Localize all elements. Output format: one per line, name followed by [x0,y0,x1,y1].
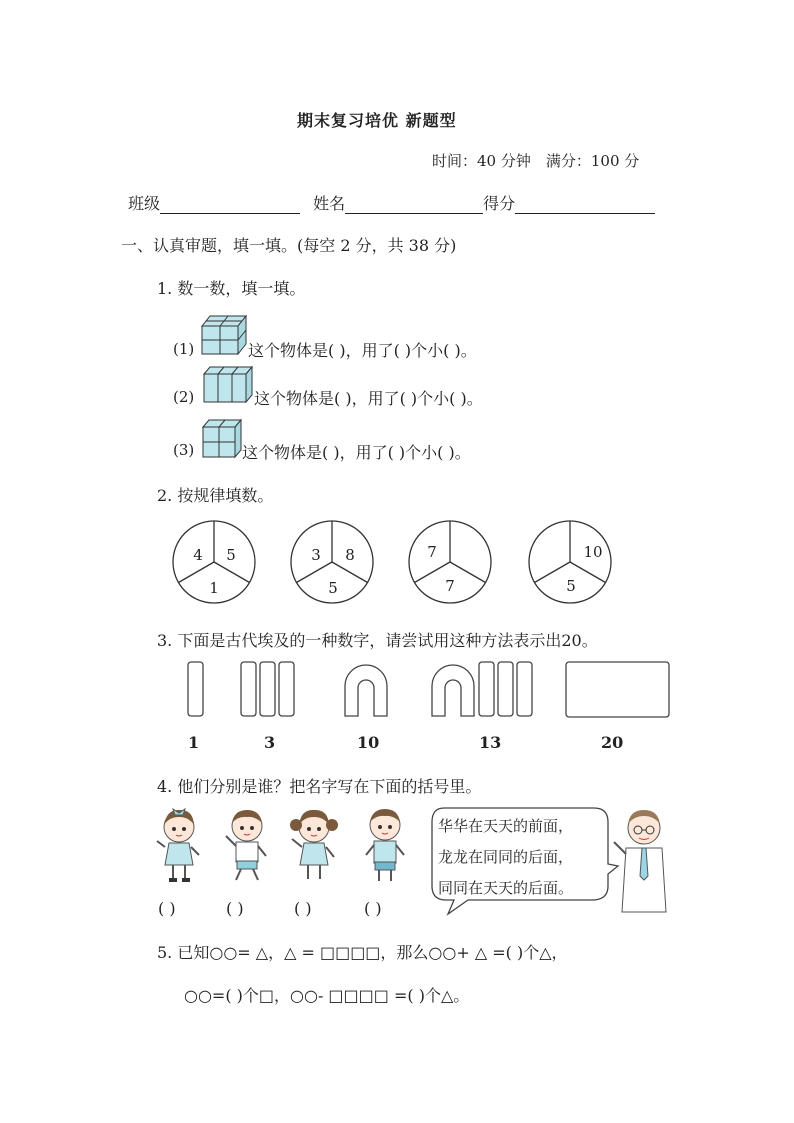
answer-bracket-4[interactable]: ( ) [364,899,382,918]
numeral-label-1: 1 [188,733,200,752]
girl-2-illustration [288,805,340,885]
score-label: 得分 [483,194,516,213]
circle-2-left: 3 [311,546,321,564]
student-info-row [128,191,655,214]
cube-figure-1 [200,312,248,356]
circle-1-bottom: 1 [209,579,219,597]
egyptian-numerals [180,658,674,722]
class-field[interactable] [160,197,300,214]
q1-row-1-text: 这个物体是( )，用了( )个小( )。 [248,341,477,360]
numeral-stroke [188,662,203,716]
girl-1-illustration [155,805,203,885]
q1-row-2-num: (2) [173,388,195,406]
teacher-illustration [612,806,672,914]
answer-bracket-3[interactable]: ( ) [294,899,312,918]
answer-bracket-1[interactable]: ( ) [158,899,176,918]
boy-1-illustration [222,806,272,884]
circle-2-right: 8 [345,546,355,564]
q1-row-3-text: 这个物体是( )，用了( )个小( )。 [242,443,471,462]
q1-label: 1. 数一数，填一填。 [157,279,306,298]
time-info: 时间：40 分钟 满分：100 分 [432,152,640,170]
circle-3-bottom: 7 [445,577,455,595]
q3-label: 3. 下面是古代埃及的一种数字，请尝试用这种方法表示出20。 [157,631,598,650]
q5-line-1: 5. 已知○○= △，△ = □□□□，那么○○+ △ =( )个△， [157,943,568,962]
circle-3-left: 7 [427,543,437,561]
q1-row-1-num: (1) [173,340,195,358]
circle-1-left: 4 [193,546,203,564]
numeral-label-10: 10 [357,733,380,752]
class-label: 班级 [128,194,161,213]
boy-2-illustration [360,805,410,885]
circle-pattern-row [170,518,670,608]
numeral-label-20: 20 [601,733,624,752]
name-label: 姓名 [313,194,346,213]
circle-2-bottom: 5 [328,579,338,597]
bubble-line-2: 龙龙在同同的后面， [438,848,574,866]
circle-4-right: 10 [583,543,603,561]
bubble-line-1: 华华在天天的前面， [438,817,574,835]
numeral-label-3: 3 [264,733,276,752]
score-field[interactable] [515,197,655,214]
q4-label: 4. 他们分别是谁？把名字写在下面的括号里。 [157,777,482,796]
cube-figure-3 [201,417,243,459]
q1-row-3-num: (3) [173,441,195,459]
cube-figure-2 [202,364,254,404]
q5-line-2: ○○=( )个□，○○- □□□□ =( )个△。 [184,986,470,1005]
numeral-label-13: 13 [479,733,502,752]
q1-row-2-text: 这个物体是( )，用了( )个小( )。 [254,389,483,408]
circle-4-bottom: 5 [566,577,576,595]
bubble-line-3: 同同在天天的后面。 [438,879,574,897]
answer-bracket-2[interactable]: ( ) [226,899,244,918]
name-field[interactable] [345,197,483,214]
circle-1-right: 5 [226,546,236,564]
q2-label: 2. 按规律填数。 [157,486,274,505]
answer-box [566,662,669,717]
section-heading: 一、认真审题，填一填。(每空 2 分，共 38 分) [121,236,457,255]
page-title: 期末复习培优 新题型 [297,111,457,130]
